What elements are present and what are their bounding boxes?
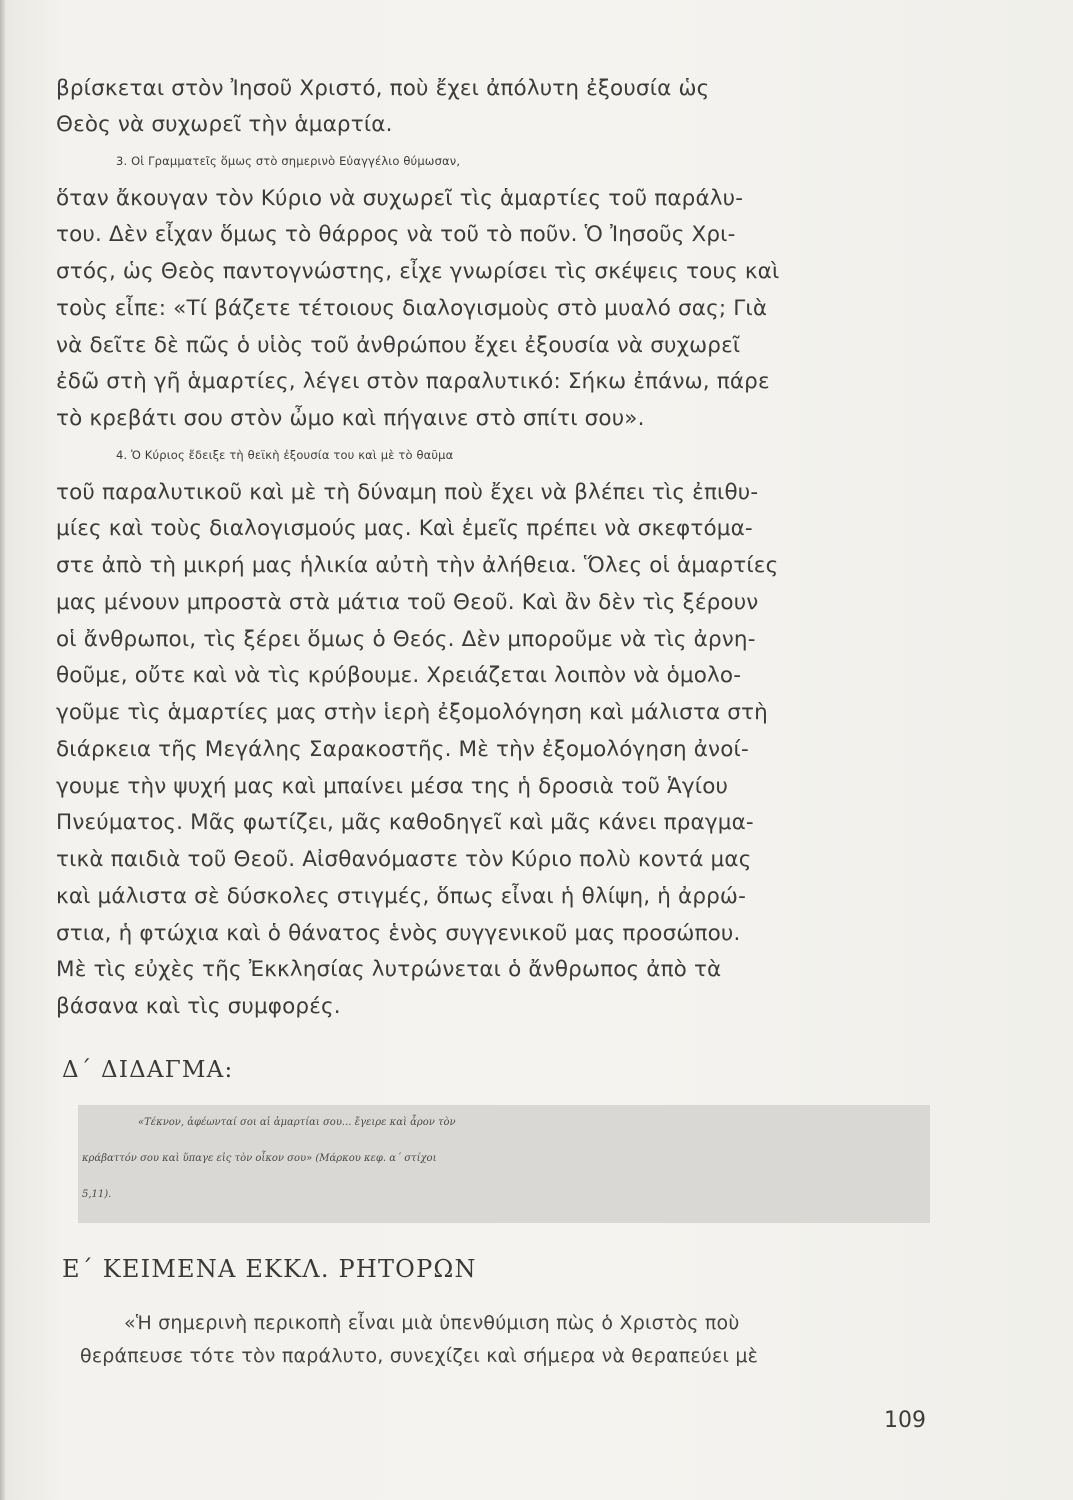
- body-line: μας μένουν μπροστὰ στὰ μάτια τοῦ Θεοῦ. Καὶ ἂν δὲν τὶς ξέρουν: [56, 590, 759, 615]
- body-line: Πνεύματος. Μᾶς φωτίζει, μᾶς καθοδηγεῖ καὶ μᾶς κάνει πραγμα-: [56, 810, 754, 835]
- body-line: οἱ ἄνθρωποι, τὶς ξέρει ὅμως ὁ Θεός. Δὲν μποροῦμε νὰ τὶς ἀρνη-: [56, 627, 756, 652]
- body-line: στια, ἡ φτώχια καὶ ὁ θάνατος ἑνὸς συγγενικοῦ μας προσώπου.: [56, 921, 741, 946]
- page-binding-edge: [0, 0, 6, 1500]
- page-number: 109: [884, 1408, 926, 1433]
- body-line: ἐδῶ στὴ γῆ ἁμαρτίες, λέγει στὸν παραλυτικό: Σήκω ἐπάνω, πάρε: [56, 369, 770, 394]
- body-line: διάρκεια τῆς Μεγάλης Σαρακοστῆς. Μὲ τὴν ἐξομολόγηση ἀνοί-: [56, 737, 749, 762]
- body-line: καὶ μάλιστα σὲ δύσκολες στιγμές, ὅπως εἶναι ἡ θλίψη, ἡ ἀρρώ-: [56, 884, 746, 909]
- section-heading-e: Ε΄ ΚΕΙΜΕΝΑ ΕΚΚΛ. ΡΗΤΟΡΩΝ: [62, 1255, 477, 1283]
- body-line: θοῦμε, οὔτε καὶ νὰ τὶς κρύβουμε. Χρειάζεται λοιπὸν νὰ ὁμολο-: [56, 663, 742, 688]
- body-line: μίες καὶ τοὺς διαλογισμούς μας. Καὶ ἐμεῖς πρέπει νὰ σκεφτόμα-: [56, 516, 753, 541]
- body-line: τοὺς εἶπε: «Τί βάζετε τέτοιους διαλογισμοὺς στὸ μυαλό σας; Γιὰ: [56, 296, 768, 321]
- body-line: γουμε τὴν ψυχή μας καὶ μπαίνει μέσα της ἡ δροσιὰ τοῦ Ἁγίου: [56, 774, 729, 799]
- body-line: 3. Οἱ Γραμματεῖς ὅμως στὸ σημερινὸ Εὐαγγέλιο θύμωσαν,: [116, 154, 461, 168]
- body-line: βρίσκεται στὸν Ἰησοῦ Χριστό, ποὺ ἔχει ἀπόλυτη ἐξουσία ὡς: [56, 76, 710, 101]
- section-heading-d: Δ΄ ΔΙΔΑΓΜΑ:: [62, 1057, 234, 1083]
- quote-line: κράβαττόν σου καὶ ὕπαγε εἰς τὸν οἶκον σου» (Μάρκου κεφ. α΄ στίχοι: [82, 1153, 437, 1164]
- body-line: στε ἀπὸ τὴ μικρή μας ἡλικία αὐτὴ τὴν ἀλήθεια. Ὅλες οἱ ἁμαρτίες: [56, 553, 779, 578]
- quote-line: 5,11).: [82, 1189, 112, 1200]
- quote-line: «Τέκνον, ἀφέωνταί σοι αἱ ἁμαρτίαι σου... ἔγειρε καὶ ἆρον τὸν: [138, 1117, 456, 1128]
- body-line: βάσανα καὶ τὶς συμφορές.: [56, 994, 341, 1019]
- body-line: στός, ὡς Θεὸς παντογνώστης, εἶχε γνωρίσει τὶς σκέψεις τους καὶ: [56, 259, 780, 284]
- body-line: 4. Ὁ Κύριος ἔδειξε τὴ θεϊκὴ ἐξουσία του καὶ μὲ τὸ θαῦμα: [116, 448, 454, 462]
- body-line: Μὲ τὶς εὐχὲς τῆς Ἐκκλησίας λυτρώνεται ὁ ἄνθρωπος ἀπὸ τὰ: [56, 957, 722, 982]
- body-line: ὅταν ἄκουγαν τὸν Κύριο νὰ συχωρεῖ τὶς ἁμαρτίες τοῦ παράλυ-: [56, 186, 744, 211]
- quote-box: [78, 1105, 930, 1223]
- body-line: τικὰ παιδιὰ τοῦ Θεοῦ. Αἰσθανόμαστε τὸν Κύριο πολὺ κοντά μας: [56, 847, 752, 872]
- body-line: τὸ κρεβάτι σου στὸν ὦμο καὶ πήγαινε στὸ σπίτι σου».: [56, 406, 645, 431]
- body-line: νὰ δεῖτε δὲ πῶς ὁ υἱὸς τοῦ ἀνθρώπου ἔχει ἐξουσία νὰ συχωρεῖ: [56, 333, 741, 358]
- body-line: τοῦ παραλυτικοῦ καὶ μὲ τὴ δύναμη ποὺ ἔχει νὰ βλέπει τὶς ἐπιθυ-: [56, 480, 759, 505]
- sermon-line: «Ἡ σημερινὴ περικοπὴ εἶναι μιὰ ὑπενθύμιση πὼς ὁ Χριστὸς ποὺ: [124, 1312, 740, 1334]
- body-line: γοῦμε τὶς ἁμαρτίες μας στὴν ἱερὴ ἐξομολόγηση καὶ μάλιστα στὴ: [56, 700, 768, 725]
- sermon-line: θεράπευσε τότε τὸν παράλυτο, συνεχίζει καὶ σήμερα νὰ θεραπεύει μὲ: [80, 1345, 759, 1367]
- body-line: Θεὸς νὰ συχωρεῖ τὴν ἁμαρτία.: [56, 112, 393, 137]
- body-line: του. Δὲν εἶχαν ὅμως τὸ θάρρος νὰ τοῦ τὸ ποῦν. Ὁ Ἰησοῦς Χρι-: [56, 222, 736, 247]
